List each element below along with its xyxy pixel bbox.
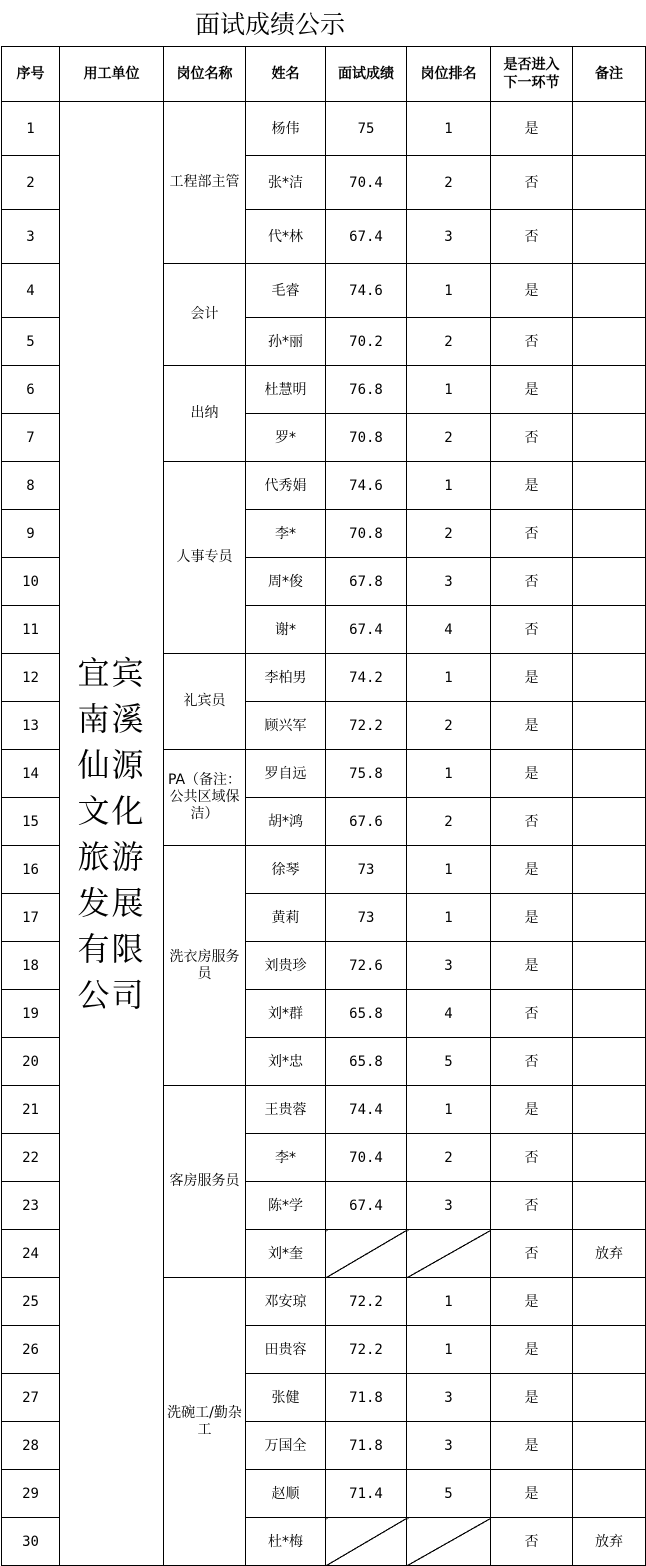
cell-name: 刘*奎 [246,1230,326,1278]
cell-next: 否 [491,210,573,264]
cell-position: 人事专员 [164,462,246,654]
cell-position: 会计 [164,264,246,366]
cell-score: 72.2 [326,1278,407,1326]
cell-seq: 18 [2,942,60,990]
cell-unit [60,102,164,1566]
cell-next: 否 [491,414,573,462]
cell-score: 65.8 [326,1038,407,1086]
cell-name: 孙*丽 [246,318,326,366]
cell-remark [573,366,646,414]
cell-rank: 3 [407,1374,491,1422]
cell-score: 67.4 [326,1182,407,1230]
cell-remark [573,210,646,264]
cell-seq: 30 [2,1518,60,1566]
cell-remark [573,1086,646,1134]
cell-name: 刘*群 [246,990,326,1038]
cell-name: 刘*忠 [246,1038,326,1086]
cell-seq: 24 [2,1230,60,1278]
cell-score: 76.8 [326,366,407,414]
cell-name: 刘贵珍 [246,942,326,990]
cell-position: PA（备注：公共区域保洁） [164,750,246,846]
cell-seq: 29 [2,1470,60,1518]
cell-score: 74.6 [326,462,407,510]
header-name: 姓名 [246,47,326,102]
table-row [2,102,646,156]
cell-seq: 17 [2,894,60,942]
cell-rank: 3 [407,1422,491,1470]
cell-next: 否 [491,318,573,366]
cell-next: 否 [491,558,573,606]
cell-remark [573,462,646,510]
cell-name: 万国全 [246,1422,326,1470]
cell-seq: 9 [2,510,60,558]
header-seq: 序号 [2,47,60,102]
cell-seq: 27 [2,1374,60,1422]
unit-name: 宜宾南溪仙源文化旅游发展有限公司 [77,653,146,1014]
cell-score: 75 [326,102,407,156]
cell-rank: 3 [407,1182,491,1230]
cell-remark [573,1326,646,1374]
cell-next: 否 [491,1038,573,1086]
cell-seq: 5 [2,318,60,366]
cell-remark [573,942,646,990]
cell-score: 74.2 [326,654,407,702]
cell-rank [407,1518,491,1566]
cell-rank: 2 [407,1134,491,1182]
cell-rank: 1 [407,1326,491,1374]
header-row [2,47,646,102]
cell-position: 礼宾员 [164,654,246,750]
cell-rank: 1 [407,654,491,702]
cell-next: 是 [491,1422,573,1470]
cell-score [326,1230,407,1278]
cell-rank: 1 [407,750,491,798]
cell-next: 否 [491,510,573,558]
cell-rank: 3 [407,210,491,264]
cell-name: 胡*鸿 [246,798,326,846]
cell-score [326,1518,407,1566]
header-remark: 备注 [573,47,646,102]
cell-seq: 3 [2,210,60,264]
cell-seq: 28 [2,1422,60,1470]
cell-next: 是 [491,264,573,318]
cell-seq: 15 [2,798,60,846]
cell-name: 代*林 [246,210,326,264]
cell-seq: 14 [2,750,60,798]
cell-remark [573,702,646,750]
cell-remark [573,1374,646,1422]
cell-score: 75.8 [326,750,407,798]
cell-remark [573,318,646,366]
cell-position: 洗碗工/勤杂工 [164,1278,246,1566]
cell-name: 李* [246,1134,326,1182]
cell-score: 70.8 [326,414,407,462]
cell-remark [573,990,646,1038]
cell-seq: 8 [2,462,60,510]
cell-name: 罗自远 [246,750,326,798]
cell-name: 徐琴 [246,846,326,894]
cell-rank: 3 [407,942,491,990]
cell-rank: 2 [407,510,491,558]
cell-rank: 4 [407,606,491,654]
header-unit: 用工单位 [60,47,164,102]
cell-remark [573,654,646,702]
cell-rank: 2 [407,702,491,750]
cell-remark [573,1278,646,1326]
cell-score: 72.6 [326,942,407,990]
cell-name: 杜慧明 [246,366,326,414]
cell-name: 罗* [246,414,326,462]
cell-name: 张*洁 [246,156,326,210]
cell-next: 是 [491,1374,573,1422]
cell-seq: 11 [2,606,60,654]
cell-position: 客房服务员 [164,1086,246,1278]
cell-seq: 25 [2,1278,60,1326]
cell-seq: 16 [2,846,60,894]
cell-next: 是 [491,1326,573,1374]
cell-remark [573,846,646,894]
cell-next: 是 [491,366,573,414]
cell-seq: 13 [2,702,60,750]
cell-name: 李柏男 [246,654,326,702]
cell-rank: 2 [407,798,491,846]
cell-score: 73 [326,894,407,942]
cell-score: 67.4 [326,210,407,264]
cell-seq: 1 [2,102,60,156]
cell-next: 否 [491,1230,573,1278]
cell-next: 是 [491,102,573,156]
cell-name: 王贵蓉 [246,1086,326,1134]
cell-seq: 4 [2,264,60,318]
cell-next: 是 [491,846,573,894]
cell-score: 65.8 [326,990,407,1038]
cell-next: 否 [491,156,573,210]
cell-name: 张健 [246,1374,326,1422]
header-position: 岗位名称 [164,47,246,102]
cell-score: 72.2 [326,702,407,750]
cell-next: 是 [491,654,573,702]
header-score: 面试成绩 [326,47,407,102]
results-table [1,46,646,1566]
cell-next: 是 [491,702,573,750]
cell-score: 74.6 [326,264,407,318]
cell-score: 67.8 [326,558,407,606]
cell-name: 赵顺 [246,1470,326,1518]
cell-name: 杨伟 [246,102,326,156]
cell-remark [573,414,646,462]
cell-score: 71.8 [326,1422,407,1470]
cell-name: 陈*学 [246,1182,326,1230]
cell-remark [573,156,646,210]
header-rank: 岗位排名 [407,47,491,102]
cell-rank: 1 [407,366,491,414]
cell-score: 74.4 [326,1086,407,1134]
cell-remark [573,102,646,156]
cell-rank: 1 [407,102,491,156]
cell-next: 否 [491,1182,573,1230]
cell-seq: 26 [2,1326,60,1374]
cell-score: 67.4 [326,606,407,654]
cell-remark [573,750,646,798]
cell-name: 谢* [246,606,326,654]
cell-seq: 22 [2,1134,60,1182]
cell-next: 否 [491,990,573,1038]
cell-rank: 3 [407,558,491,606]
cell-name: 邓安琼 [246,1278,326,1326]
cell-score: 70.4 [326,156,407,210]
cell-next: 是 [491,894,573,942]
cell-position: 洗衣房服务员 [164,846,246,1086]
cell-name: 李* [246,510,326,558]
cell-next: 否 [491,1518,573,1566]
cell-score: 70.4 [326,1134,407,1182]
cell-rank: 2 [407,156,491,210]
cell-next: 否 [491,1134,573,1182]
cell-seq: 7 [2,414,60,462]
cell-name: 顾兴军 [246,702,326,750]
cell-remark: 放弃 [573,1518,646,1566]
cell-next: 是 [491,462,573,510]
cell-remark [573,1422,646,1470]
cell-rank: 1 [407,462,491,510]
cell-seq: 19 [2,990,60,1038]
cell-name: 毛睿 [246,264,326,318]
cell-seq: 21 [2,1086,60,1134]
cell-rank: 1 [407,264,491,318]
cell-remark [573,1470,646,1518]
cell-next: 否 [491,798,573,846]
cell-score: 73 [326,846,407,894]
cell-score: 71.8 [326,1374,407,1422]
cell-position: 出纳 [164,366,246,462]
cell-seq: 6 [2,366,60,414]
cell-name: 黄莉 [246,894,326,942]
cell-remark [573,1182,646,1230]
cell-next: 是 [491,1086,573,1134]
cell-name: 田贵容 [246,1326,326,1374]
header-next: 是否进入下一环节 [491,47,573,102]
cell-rank [407,1230,491,1278]
cell-score: 71.4 [326,1470,407,1518]
cell-seq: 10 [2,558,60,606]
cell-seq: 23 [2,1182,60,1230]
cell-score: 67.6 [326,798,407,846]
cell-rank: 1 [407,1086,491,1134]
cell-remark [573,1134,646,1182]
cell-next: 否 [491,606,573,654]
cell-next: 是 [491,750,573,798]
cell-name: 杜*梅 [246,1518,326,1566]
cell-next: 是 [491,1470,573,1518]
cell-score: 72.2 [326,1326,407,1374]
page-title: 面试成绩公示 [195,10,346,39]
cell-next: 是 [491,942,573,990]
cell-rank: 5 [407,1038,491,1086]
cell-position: 工程部主管 [164,102,246,264]
cell-remark [573,264,646,318]
cell-score: 70.8 [326,510,407,558]
cell-remark [573,510,646,558]
cell-rank: 5 [407,1470,491,1518]
cell-name: 周*俊 [246,558,326,606]
cell-rank: 1 [407,1278,491,1326]
cell-remark [573,798,646,846]
cell-rank: 1 [407,846,491,894]
cell-seq: 20 [2,1038,60,1086]
cell-remark [573,894,646,942]
cell-rank: 4 [407,990,491,1038]
cell-name: 代秀娟 [246,462,326,510]
cell-seq: 12 [2,654,60,702]
cell-score: 70.2 [326,318,407,366]
cell-next: 是 [491,1278,573,1326]
cell-rank: 2 [407,318,491,366]
cell-remark [573,558,646,606]
cell-remark: 放弃 [573,1230,646,1278]
cell-remark [573,606,646,654]
cell-rank: 2 [407,414,491,462]
cell-remark [573,1038,646,1086]
cell-rank: 1 [407,894,491,942]
cell-seq: 2 [2,156,60,210]
